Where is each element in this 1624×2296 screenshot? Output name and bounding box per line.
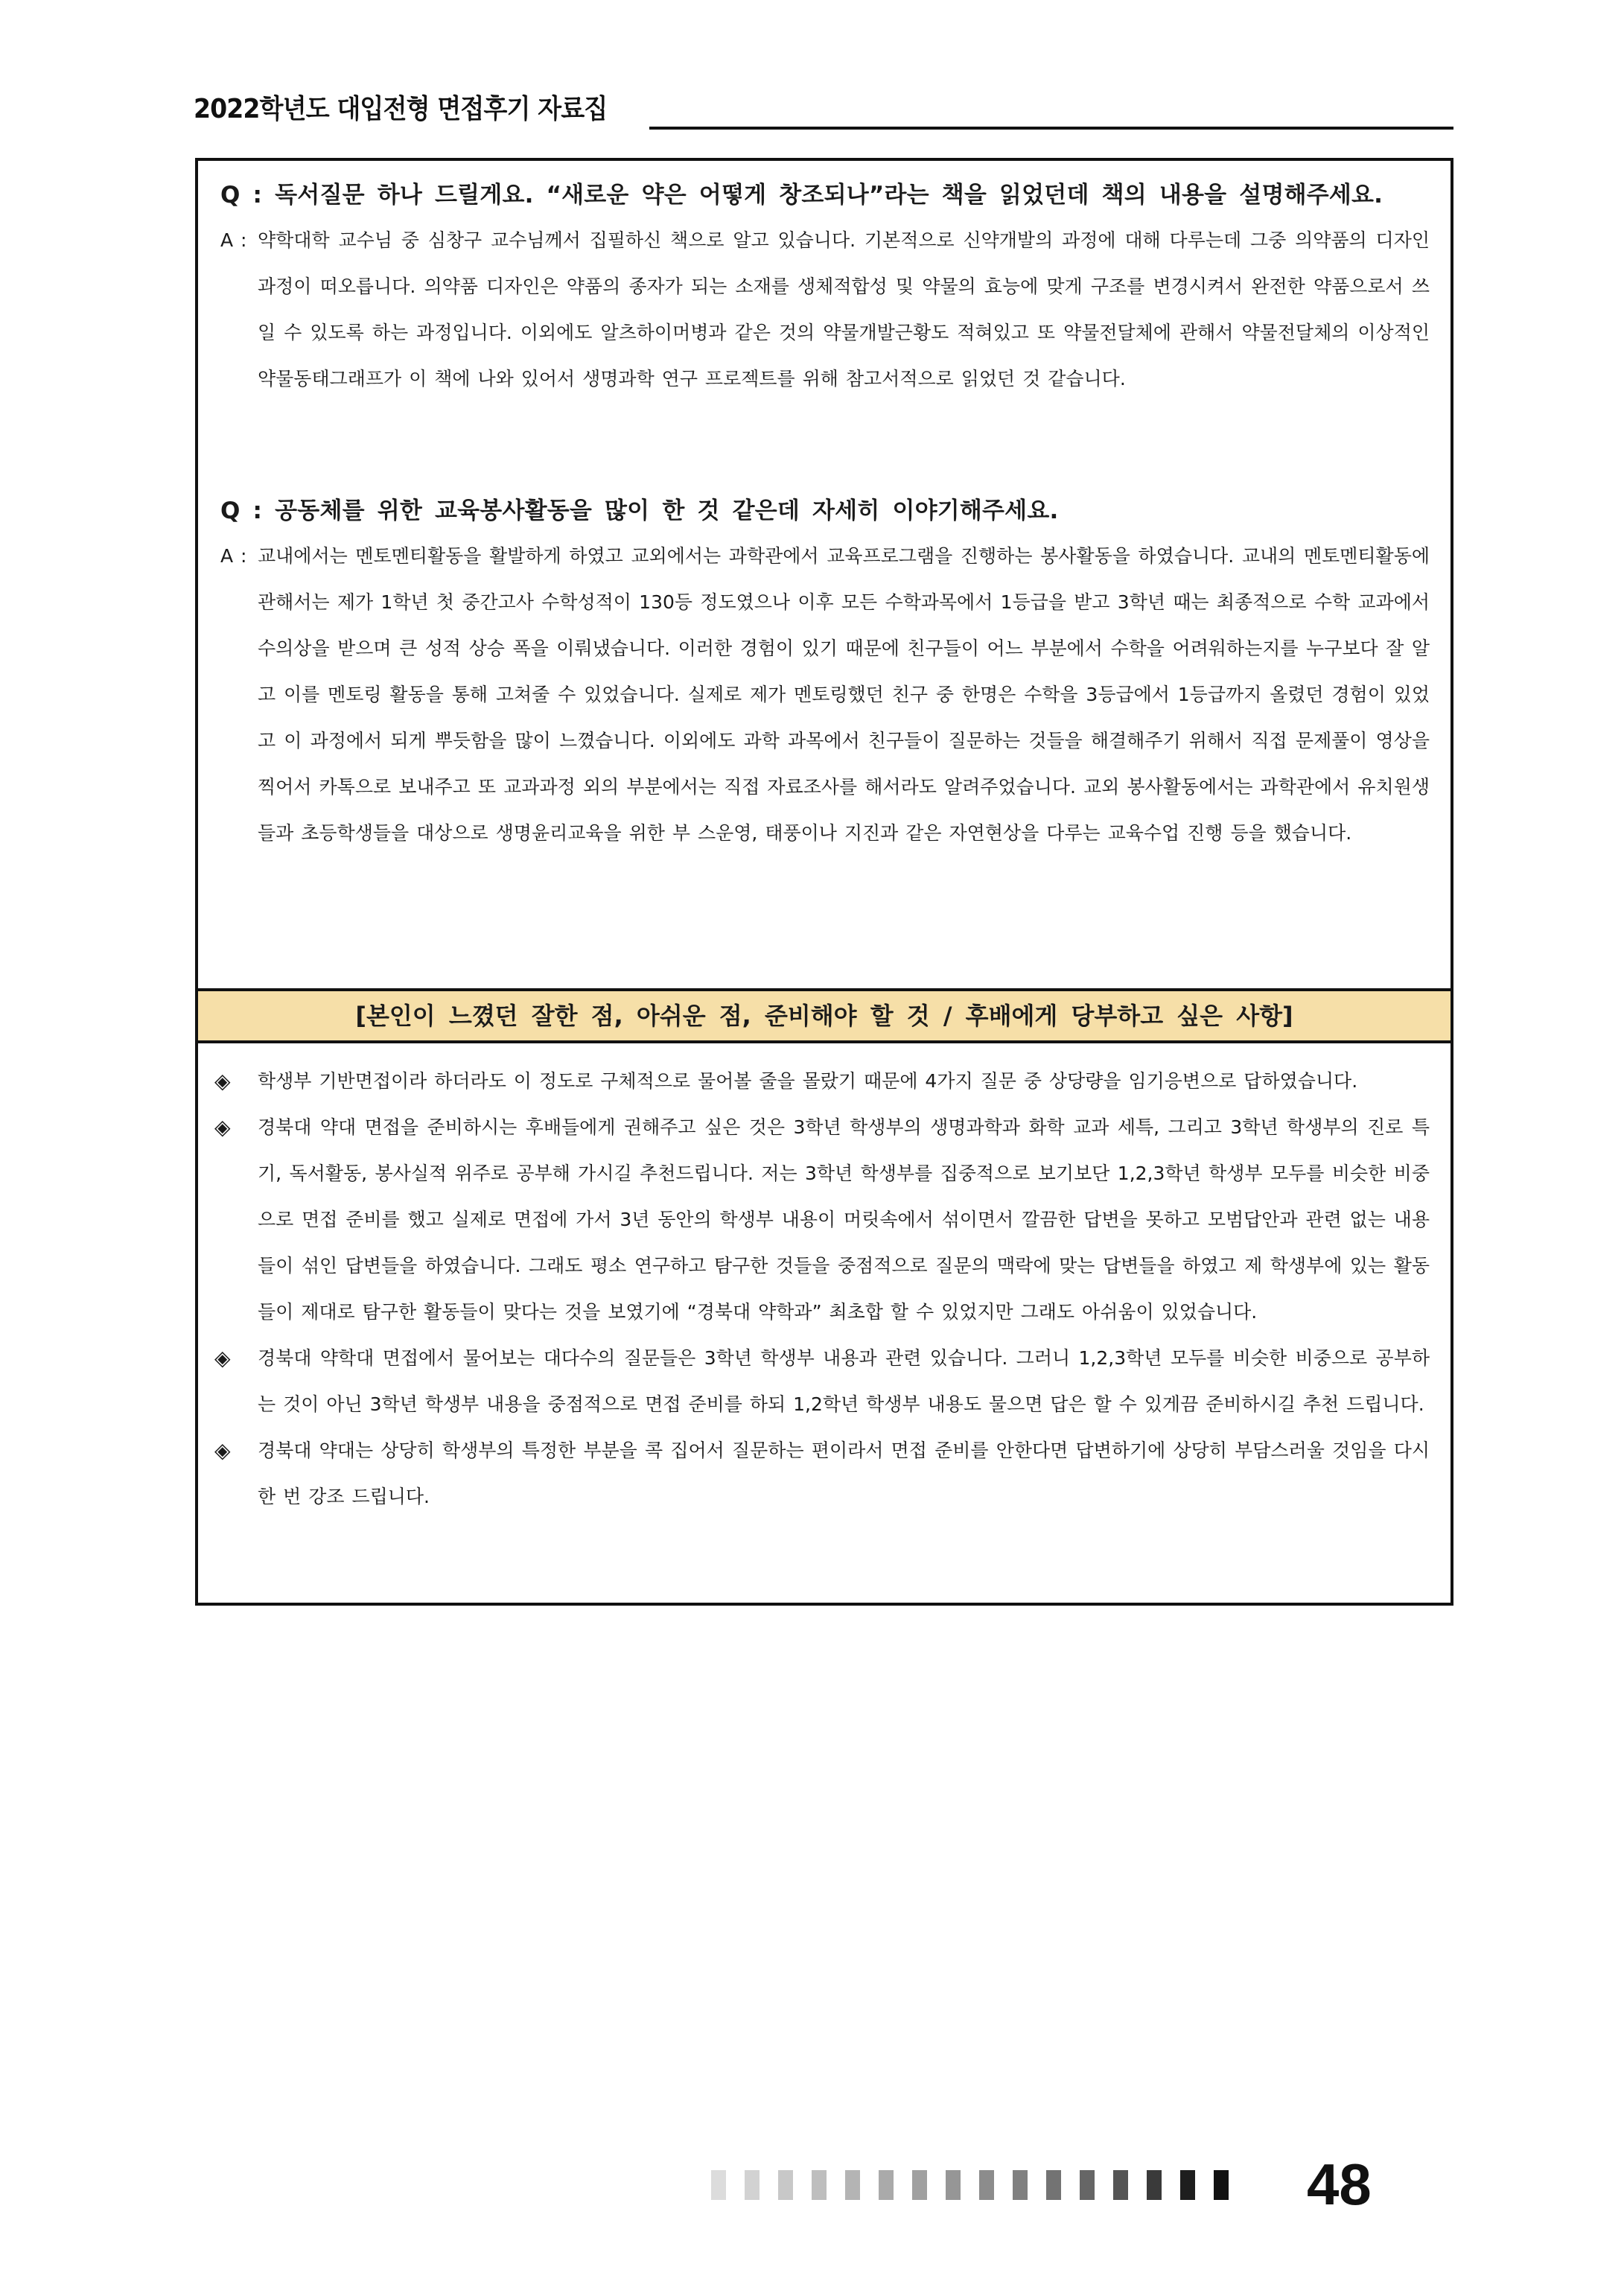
progress-bar-segment [1214,2170,1229,2200]
answer-1 [220,217,1430,402]
a-mark: A : [220,229,247,251]
progress-bar-segment [711,2170,726,2200]
progress-bar-segment [979,2170,994,2200]
page-header [194,88,1453,134]
progress-bar-segment [946,2170,961,2200]
section-heading: [본인이 느꼈던 잘한 점, 아쉬운 점, 준비해야 할 것 / 후배에게 당부하고 싶은 사항] [198,988,1451,1043]
q-mark: Q : [220,497,263,524]
progress-bar-segment [778,2170,793,2200]
document-title: 2022학년도 대입전형 면접후기 자료집 [194,94,608,124]
diamond-bullet-icon: ◈ [214,1346,231,1370]
question-text: 공동체를 위한 교육봉사활동을 많이 한 것 같은데 자세히 이야기해주세요. [275,497,1059,524]
page-footer [711,2151,1456,2218]
qa-block-2 [220,496,1430,856]
advice-item [214,1335,1430,1428]
advice-text: 학생부 기반면접이라 하더라도 이 정도로 구체적으로 물어볼 줄을 몰랐기 때문에 4가지 질문 중 상당량을 임기응변으로 답하였습니다. [258,1070,1358,1092]
content-frame [195,158,1453,1606]
advice-item [214,1428,1430,1520]
q-mark: Q : [220,182,263,209]
advice-text: 경북대 약대는 상당히 학생부의 특정한 부분을 콕 집어서 질문하는 편이라서 면접 준비를 안한다면 답변하기에 상당히 부담스러울 것임을 다시 한 번 강조 드립니다. [258,1440,1430,1507]
diamond-bullet-icon: ◈ [214,1069,231,1093]
progress-bar-segment [879,2170,894,2200]
progress-bar-segment [1046,2170,1061,2200]
answer-text: 약학대학 교수님 중 심창구 교수님께서 집필하신 책으로 알고 있습니다. 기본적으로 신약개발의 과정에 대해 다루는데 그중 의약품의 디자인 과정이 떠오릅니다. 의약품 디자인은 약품의 종자가 되는 소재를 생체적합성 및 약물의 효능에 맞게 구조를 변경시켜서 완전한 약품으로서 쓰일 수 있도록 하는 과정입니다. 이외에도 알츠하이머병과 같은 것의 약물개발근황도 적혀있고 또 약물전달체에 관해서 약물전달체의 이상적인 약물동태그래프가 이 책에 나와 있어서 생명과학 연구 프로젝트를 위해 참고서적으로 읽었던 것 같습니다. [258,229,1430,389]
question-1 [220,180,1430,210]
progress-bar-segment [845,2170,860,2200]
diamond-bullet-icon: ◈ [214,1438,231,1463]
diamond-bullet-icon: ◈ [214,1115,231,1139]
question-2 [220,496,1430,526]
answer-text: 교내에서는 멘토멘티활동을 활발하게 하였고 교외에서는 과학관에서 교육프로그램을 진행하는 봉사활동을 하였습니다. 교내의 멘토멘티활동에 관해서는 제가 1학년 첫 중간고사 수학성적이 130등 정도였으나 이후 모든 수학과목에서 1등급을 받고 3학년 때는 최종적으로 수학 교과에서 수의상을 받으며 큰 성적 상승 폭을 이뤄냈습니다. 이러한 경험이 있기 때문에 친구들이 어느 부분에서 수학을 어려워하는지를 누구보다 잘 알고 이를 멘토링 활동을 통해 고쳐줄 수 있었습니다. 실제로 제가 멘토링했던 친구 중 한명은 수학을 3등급에서 1등급까지 올렸던 경험이 있었고 이 과정에서 되게 뿌듯함을 많이 느꼈습니다. 이외에도 과학 과목에서 친구들이 질문하는 것들을 해결해주기 위해서 직접 문제풀이 영상을 찍어서 카톡으로 보내주고 또 교과과정 외의 부분에서는 직접 자료조사를 해서라도 알려주었습니다. 교외 봉사활동에서는 과학관에서 유치원생들과 초등학생들을 대상으로 생명윤리교육을 위한 부 스운영, 태풍이나 지진과 같은 자연현상을 다루는 교육수업 진행 등을 했습니다. [258,545,1430,844]
progress-bar-segment [1147,2170,1162,2200]
progress-bar-segment [812,2170,827,2200]
advice-list [214,1058,1430,1520]
qa-block-1 [220,180,1430,402]
header-rule [649,127,1453,130]
advice-text: 경북대 약학대 면접에서 물어보는 대다수의 질문들은 3학년 학생부 내용과 관련 있습니다. 그러니 1,2,3학년 모두를 비슷한 비중으로 공부하는 것이 아닌 3학년 학생부 내용을 중점적으로 면접 준비를 하되 1,2학년 학생부 내용도 물으면 답은 할 수 있게끔 준비하시길 추천 드립니다. [258,1347,1430,1415]
question-text: 독서질문 하나 드릴게요. “새로운 약은 어떻게 창조되나”라는 책을 읽었던데 책의 내용을 설명해주세요. [275,182,1383,209]
advice-item [214,1058,1430,1104]
progress-bar-segment [1113,2170,1128,2200]
a-mark: A : [220,545,247,567]
progress-bar-segment [745,2170,760,2200]
progress-bar-segment [912,2170,927,2200]
answer-2 [220,533,1430,856]
progress-bar-segment [1080,2170,1095,2200]
progress-bar-segment [1180,2170,1195,2200]
progress-bar-segment [1013,2170,1028,2200]
page-number: 48 [1307,2152,1372,2217]
advice-text: 경북대 약대 면접을 준비하시는 후배들에게 권해주고 싶은 것은 3학년 학생부의 생명과학과 화학 교과 세특, 그리고 3학년 학생부의 진로 특기, 독서활동, 봉사실적 위주로 공부해 가시길 추천드립니다. 저는 3학년 학생부를 집중적으로 보기보단 1,2,3학년 학생부 모두를 비슷한 비중으로 면접 준비를 했고 실제로 면접에 가서 3년 동안의 학생부 내용이 머릿속에서 섞이면서 깔끔한 답변을 못하고 모범답안과 관련 없는 내용들이 섞인 답변들을 하였습니다. 그래도 평소 연구하고 탐구한 것들을 중점적으로 질문의 맥락에 맞는 답변들을 하였고 제 학생부에 있는 활동들이 제대로 탐구한 활동들이 맞다는 것을 보였기에 “경북대 약학과” 최초합 할 수 있었지만 그래도 아쉬움이 있었습니다. [258,1116,1430,1323]
advice-item [214,1104,1430,1335]
